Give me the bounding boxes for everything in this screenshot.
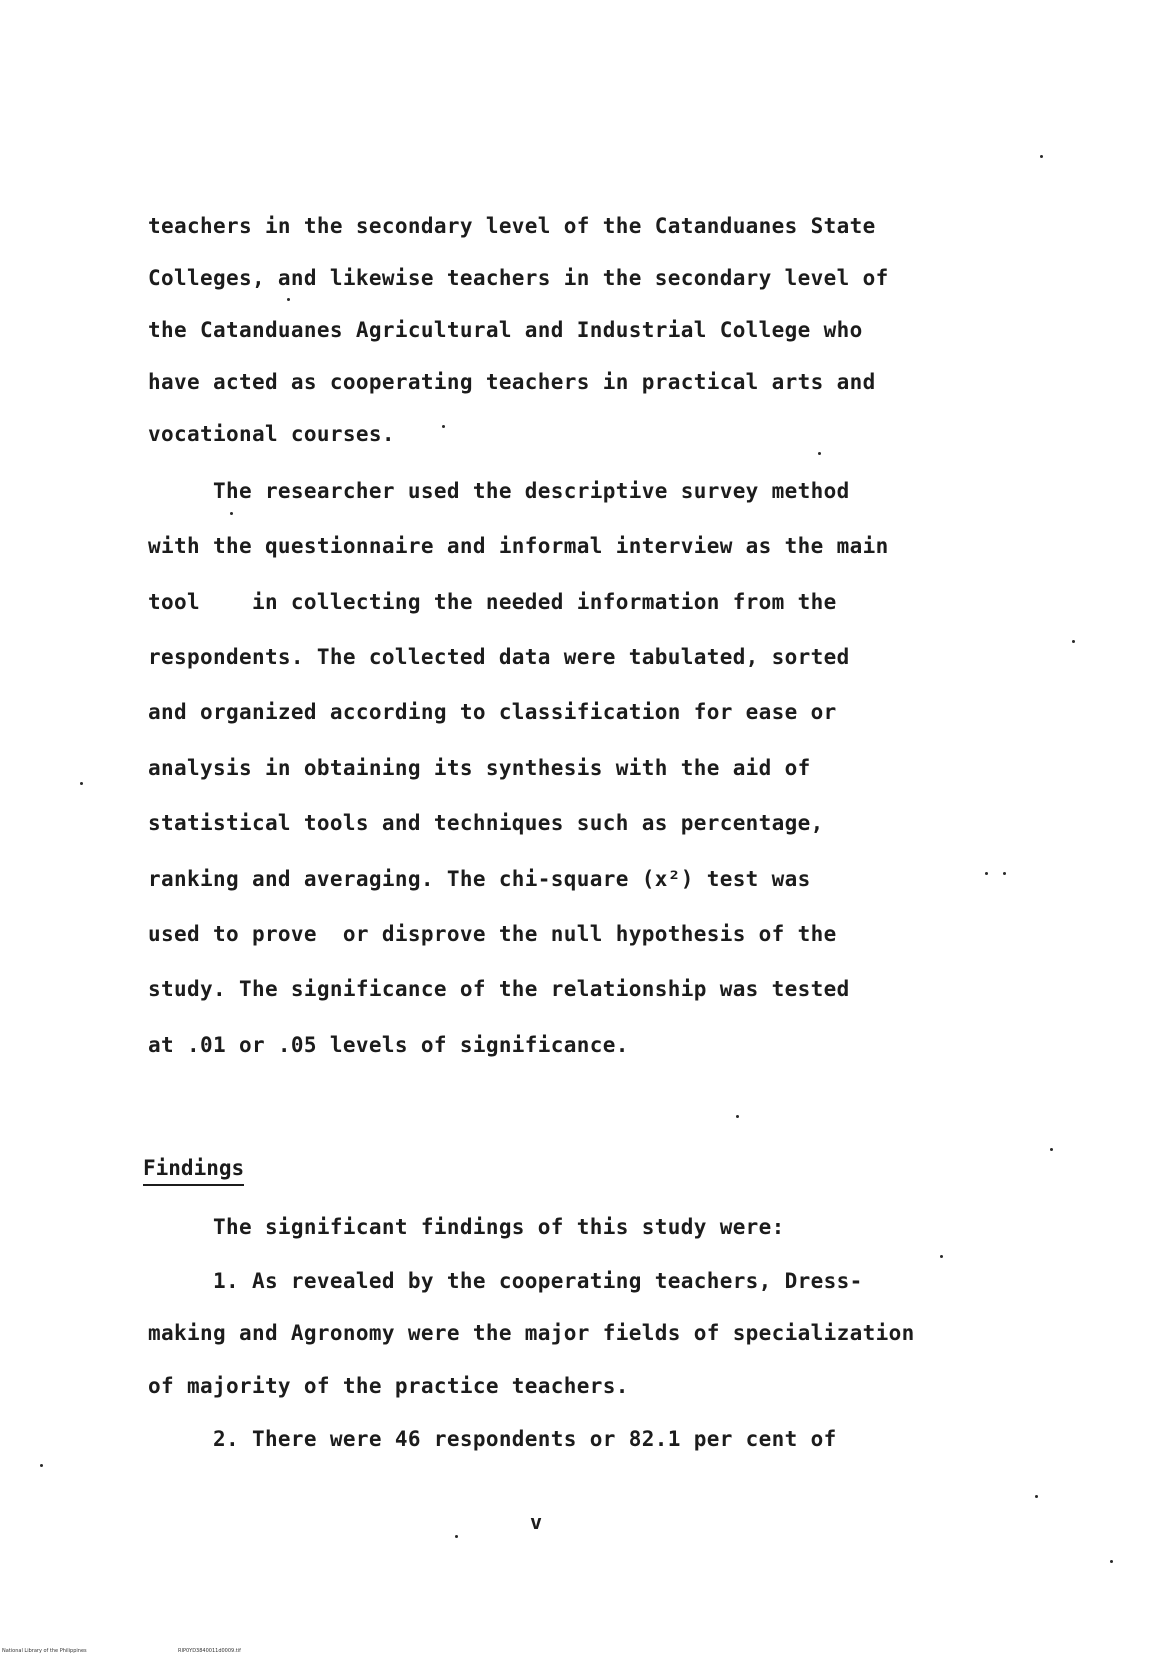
scan-speck [1110,1560,1113,1563]
body-line-5: vocational courses. [148,422,395,446]
findings-line-3: making and Agronomy were the major fields of specialization [148,1321,915,1345]
findings-line-5: 2. There were 46 respondents or 82.1 per cent of [148,1427,837,1451]
scan-speck [736,1115,739,1118]
body-line-7: with the questionnaire and informal interview as the main [148,534,889,558]
body-line-6: The researcher used the descriptive survey method [148,479,850,503]
body-line-2: Colleges, and likewise teachers in the secondary level of [148,266,889,290]
body-line-16: at .01 or .05 levels of significance. [148,1033,629,1057]
scan-speck [80,782,83,785]
body-line-11: analysis in obtaining its synthesis with the aid of [148,756,811,780]
body-line-10: and organized according to classification for ease or [148,700,837,724]
body-line-1: teachers in the secondary level of the Catanduanes State [148,214,876,238]
body-line-13: ranking and averaging. The chi-square (x²) test was [148,867,811,891]
scan-speck [442,425,445,428]
scan-speck [230,512,233,515]
footer-file-id: RIP0YD3840011d0009.tif [178,1648,241,1654]
scan-speck [940,1255,943,1258]
scan-speck [1035,1495,1038,1498]
scan-speck [1040,155,1043,158]
body-line-8: tool in collecting the needed information from the [148,590,837,614]
scan-speck [1050,1148,1053,1151]
body-line-3: the Catanduanes Agricultural and Industrial College who [148,318,863,342]
scan-speck [1072,640,1075,643]
scan-speck [455,1535,458,1538]
body-line-4: have acted as cooperating teachers in practical arts and [148,370,876,394]
findings-heading: Findings [143,1155,244,1186]
body-line-12: statistical tools and techniques such as percentage, [148,811,824,835]
findings-line-2: 1. As revealed by the cooperating teachers, Dress- [148,1269,863,1293]
body-line-9: respondents. The collected data were tabulated, sorted [148,645,850,669]
scan-speck [818,452,821,455]
scan-speck [40,1464,43,1467]
findings-line-4: of majority of the practice teachers. [148,1374,629,1398]
page-number: v [530,1510,543,1534]
footer-library-name: National Library of the Philippines [2,1648,87,1654]
scan-speck [985,872,988,875]
body-line-15: study. The significance of the relationship was tested [148,977,850,1001]
scan-speck [287,298,290,301]
findings-line-1: The significant findings of this study were: [148,1215,785,1239]
scan-speck [1003,872,1006,875]
body-line-14: used to prove or disprove the null hypothesis of the [148,922,837,946]
